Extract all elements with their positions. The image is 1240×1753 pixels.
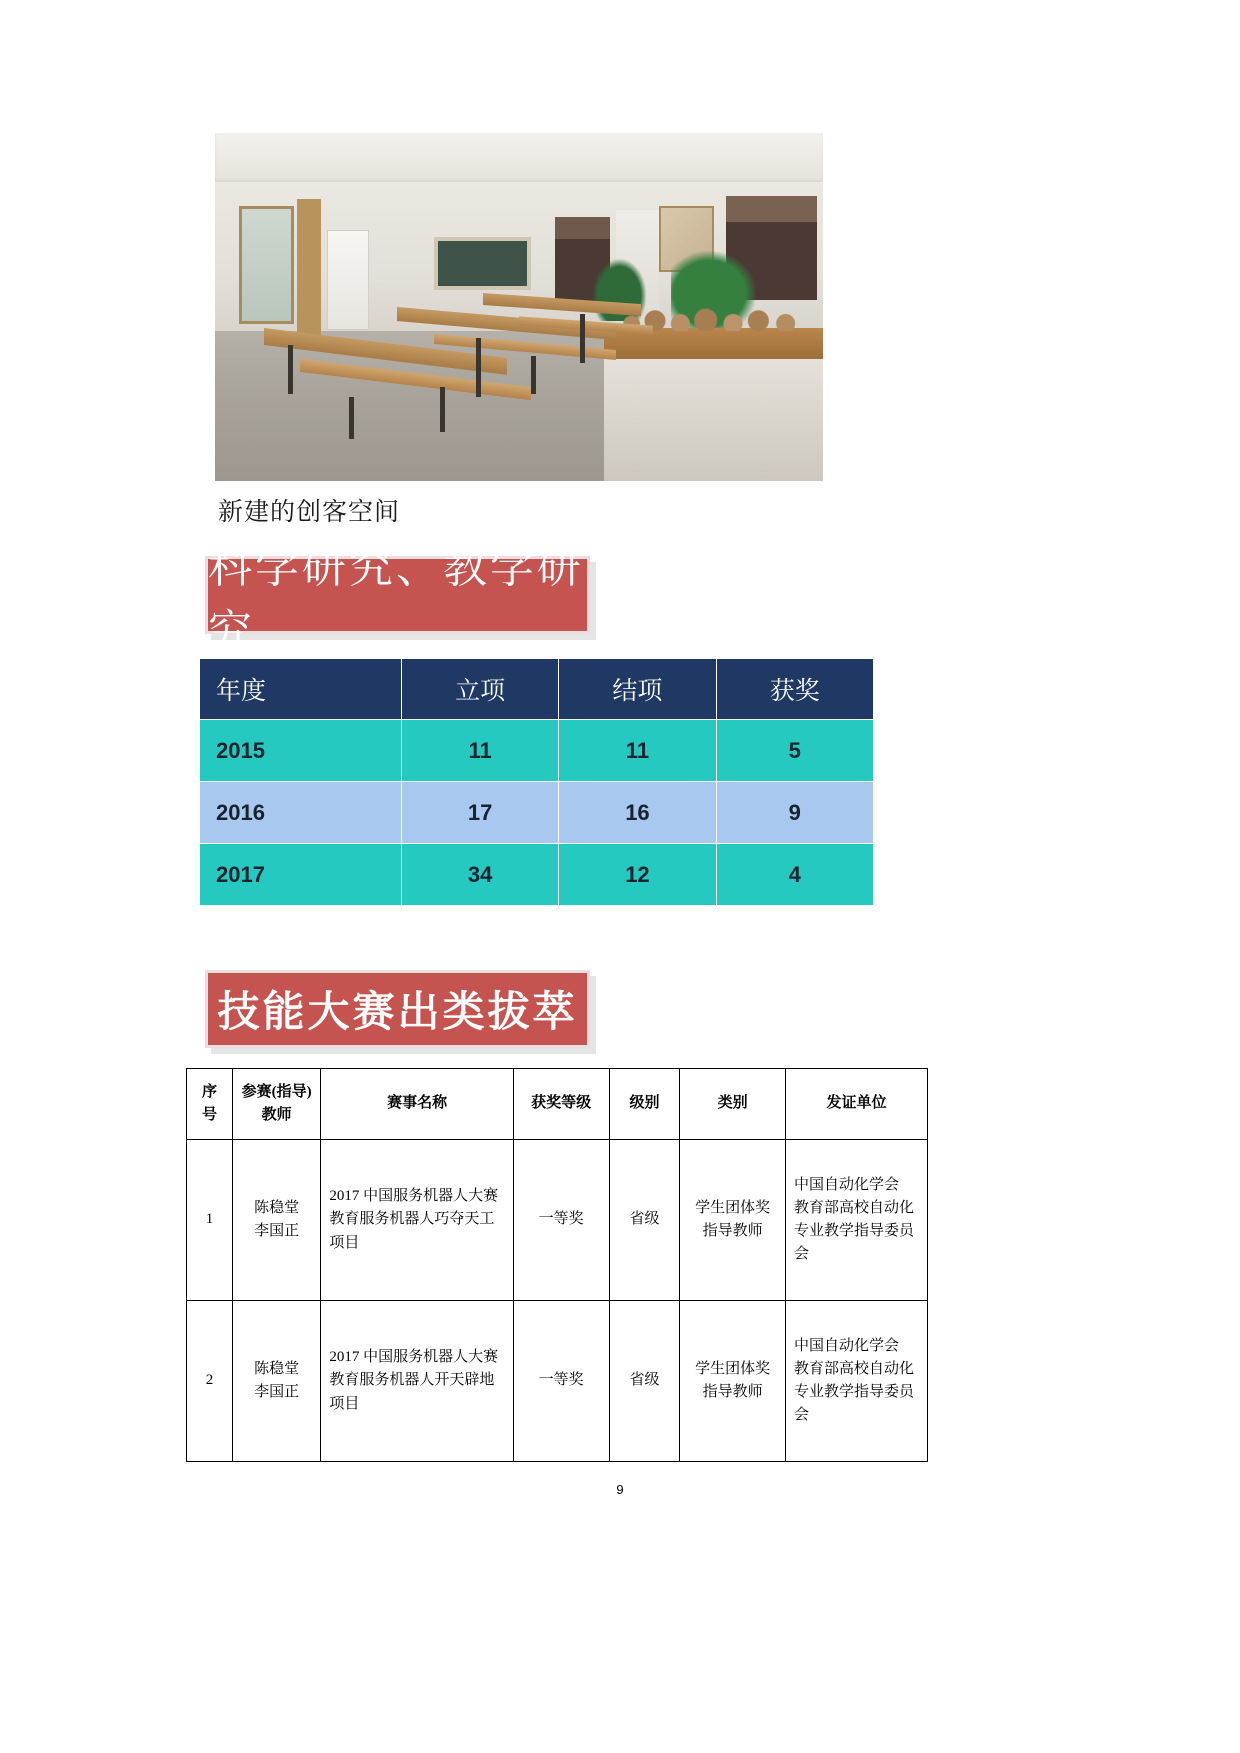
- table-header-row: [200, 659, 874, 720]
- cell-completed: 11: [559, 720, 716, 782]
- cell-award-level: 一等奖: [513, 1140, 609, 1301]
- cell-event: 2017 中国服务机器人大赛教育服务机器人开天辟地项目: [321, 1301, 514, 1462]
- cell-event: 2017 中国服务机器人大赛教育服务机器人巧夺天工项目: [321, 1140, 514, 1301]
- photo-content: [215, 133, 823, 481]
- column-header-completed: 结项: [559, 659, 716, 720]
- section-heading-competition: 技能大赛出类拔萃: [205, 970, 590, 1048]
- cell-grade: 省级: [609, 1140, 680, 1301]
- column-header-award-level: 获奖等级: [513, 1069, 609, 1140]
- column-header-year: 年度: [200, 659, 402, 720]
- table-header-row: [187, 1069, 928, 1140]
- photo-bench-leg: [531, 356, 536, 394]
- column-header-grade: 级别: [609, 1069, 680, 1140]
- table-row: [200, 844, 874, 906]
- photo-caption: 新建的创客空间: [218, 498, 401, 526]
- photo-table-leg: [580, 314, 585, 363]
- section-heading-research: 科学研究、教学研究: [205, 556, 590, 634]
- cell-approved: 34: [401, 844, 558, 906]
- page-number: 9: [616, 1482, 624, 1497]
- photo-blackboard: [434, 237, 531, 289]
- cell-year: 2015: [200, 720, 402, 782]
- cell-issuer: 中国自动化学会 教育部高校自动化专业教学指导委员会: [785, 1301, 927, 1462]
- cell-completed: 16: [559, 782, 716, 844]
- table-row: [187, 1301, 928, 1462]
- cell-approved: 17: [401, 782, 558, 844]
- cell-awarded: 9: [716, 782, 873, 844]
- column-header-event: 赛事名称: [321, 1069, 514, 1140]
- cell-award-level: 一等奖: [513, 1301, 609, 1462]
- cell-index: 2: [187, 1301, 233, 1462]
- award-table: [186, 1068, 928, 1462]
- cell-year: 2017: [200, 844, 402, 906]
- cell-index: 1: [187, 1140, 233, 1301]
- column-header-approved: 立项: [401, 659, 558, 720]
- photo-ceiling: [215, 133, 823, 182]
- table-row: [187, 1140, 928, 1301]
- column-header-issuer: 发证单位: [785, 1069, 927, 1140]
- photo-cabinet: [327, 230, 369, 329]
- cell-issuer: 中国自动化学会 教育部高校自动化专业教学指导委员会: [785, 1140, 927, 1301]
- cell-grade: 省级: [609, 1301, 680, 1462]
- maker-space-photo: [215, 133, 823, 481]
- photo-table-leg: [476, 338, 481, 397]
- cell-category: 学生团体奖 指导教师: [680, 1140, 786, 1301]
- column-header-index: 序号: [187, 1069, 233, 1140]
- cell-teacher: 陈稳堂 李国正: [233, 1140, 321, 1301]
- cell-teacher: 陈稳堂 李国正: [233, 1301, 321, 1462]
- research-table: [199, 658, 874, 906]
- table-row: [200, 782, 874, 844]
- photo-bench-leg: [440, 387, 445, 432]
- cell-year: 2016: [200, 782, 402, 844]
- table-row: [200, 720, 874, 782]
- cell-completed: 12: [559, 844, 716, 906]
- photo-bench-leg: [349, 397, 354, 439]
- photo-window: [239, 206, 294, 324]
- photo-door-frame: [297, 199, 321, 338]
- cell-awarded: 5: [716, 720, 873, 782]
- photo-counter-base: [604, 359, 823, 481]
- cell-awarded: 4: [716, 844, 873, 906]
- photo-table-leg: [288, 345, 293, 394]
- column-header-category: 类别: [680, 1069, 786, 1140]
- column-header-teacher: 参赛(指导)教师: [233, 1069, 321, 1140]
- cell-approved: 11: [401, 720, 558, 782]
- column-header-awarded: 获奖: [716, 659, 873, 720]
- cell-category: 学生团体奖 指导教师: [680, 1301, 786, 1462]
